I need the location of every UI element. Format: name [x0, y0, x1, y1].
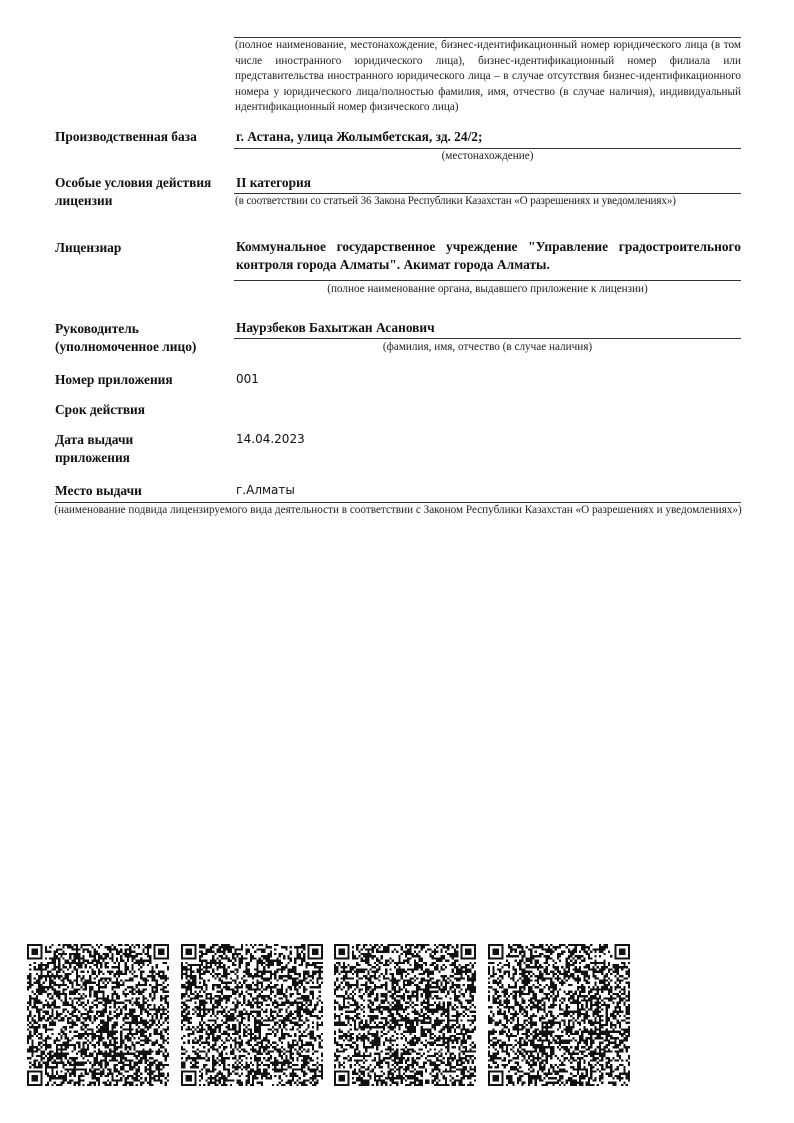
- production-base-value: г. Астана, улица Жолымбетская, зд. 24/2;: [236, 129, 483, 144]
- licensor-value: Коммунальное государственное учреждение "Управление градостроительного контроля города Алматы". Акимат города Алматы.: [236, 239, 741, 272]
- head-person-rule: [234, 338, 741, 339]
- licensor-label: Лицензиар: [55, 240, 122, 255]
- special-conditions-note: (в соответствии со статьей 36 Закона Республики Казахстан «О разрешениях и уведомлениях»): [235, 195, 676, 207]
- special-conditions-value: II категория: [236, 175, 312, 190]
- issue-date-label: Дата выдачи приложения: [55, 432, 134, 465]
- head-note: (полное наименование, местонахождение, бизнес-идентификационный номер юридического лица (в том числе иностранного юридического лица), бизнес-идентификационный номер филиала или представительства иностранного юридического лица – в случае отсутствия бизнес-идентификационного номера у юридического лица/полностью фамилия, имя, отчество (в случае наличия), индивидуальный идентификационный номер физического лица): [235, 39, 741, 114]
- issue-place-value: г.Алматы: [236, 483, 295, 497]
- appendix-number-label: Номер приложения: [55, 372, 173, 387]
- qr-code-4: [488, 944, 630, 1086]
- head-person-note: (фамилия, имя, отчество (в случае наличия): [382, 341, 593, 353]
- issue-date-value: 14.04.2023: [236, 432, 305, 446]
- validity-label: Срок действия: [55, 402, 146, 417]
- production-base-note: (местонахождение): [441, 150, 534, 162]
- qr-code-2: [181, 944, 323, 1086]
- issue-place-label: Место выдачи: [55, 483, 142, 498]
- qr-code-1: [27, 944, 169, 1086]
- production-base-label: Производственная база: [55, 129, 197, 144]
- issue-place-note: (наименование подвида лицензируемого вида деятельности в соответствии с Законом Республики Казахстан «О разрешениях и уведомлениях»): [54, 504, 742, 516]
- qr-code-3: [334, 944, 476, 1086]
- appendix-number-value: 001: [236, 372, 259, 386]
- head-person-label: Руководитель (уполномоченное лицо): [55, 321, 197, 354]
- licensor-note: (полное наименование органа, выдавшего приложение к лицензии): [327, 283, 648, 295]
- head-person-value: Наурзбеков Бахытжан Асанович: [236, 320, 435, 335]
- special-conditions-label: Особые условия действия лицензии: [55, 175, 212, 208]
- licensor-rule: [234, 280, 741, 281]
